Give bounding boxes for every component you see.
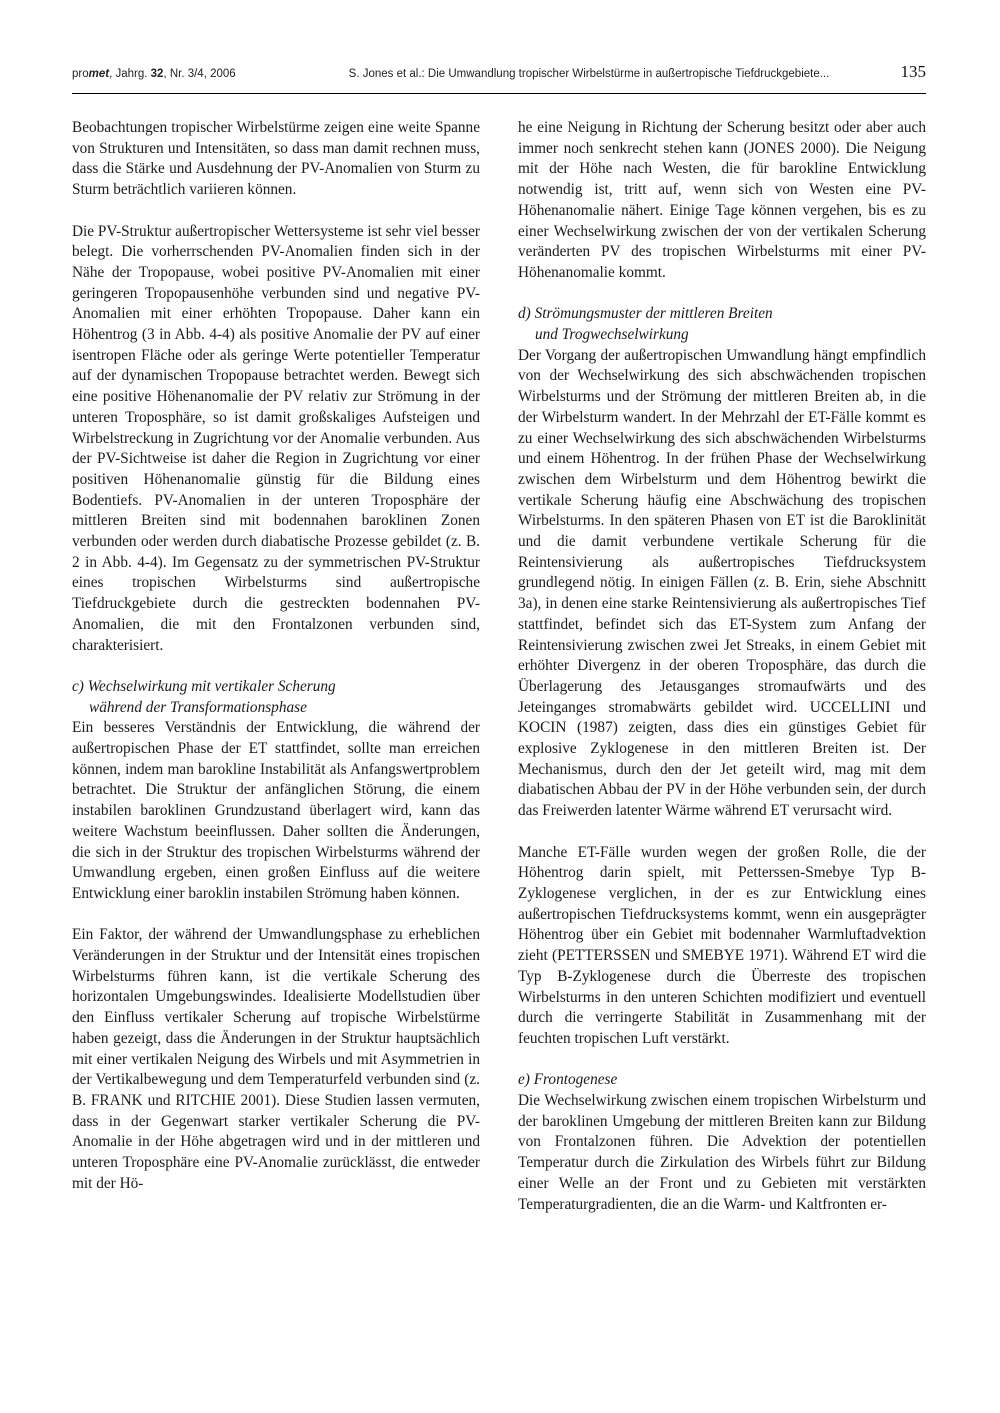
article-body [72,118,926,1215]
journal-name-bold: met [88,68,110,80]
heading-line-2: und Trogwechselwirkung [535,326,689,344]
heading-line-1: d) Strömungsmuster der mittleren Breiten [518,305,773,323]
paragraph: Beobachtungen tropischer Wirbelstürme zeigen eine weite Spanne von Strukturen und Intensitäten, so dass man damit rechnen muss, dass die Stärke und Ausdehnung der PV-Anomalien von Sturm zu Sturm beträchtlich variieren können. [72,119,480,199]
paragraph: Die Wechselwirkung zwischen einem tropischen Wirbelsturm und der baroklinen Umgebung der mittleren Breiten kann zur Bildung von Frontalzonen führen. Die Advektion der potentiellen Temperatur durch die Zirkulation des Wirbels führt zur Bildung einer Welle an der Front und zu Gebieten mit verstärkten Temperaturgradienten, die an die Warm- und Kaltfronten er- [518,1092,926,1213]
page-header [72,62,926,82]
running-title: S. Jones et al.: Die Umwandlung tropischer Wirbelstürme in außertropische Tiefdruckgebiete... [348,68,830,80]
journal-name-pre: pro [72,68,89,80]
right-column [518,118,926,1215]
journal-volume: 32 [150,68,164,80]
journal-issue-rest: , Nr. 3/4, 2006 [163,68,236,80]
journal-issue-sep: , Jahrg. [109,68,151,80]
left-column [72,118,480,1215]
section-heading-c [72,677,480,718]
header-rule [72,93,926,94]
heading-line-1: e) Frontogenese [518,1071,618,1089]
heading-line-1: c) Wechselwirkung mit vertikaler Scherung [72,677,336,695]
paragraph: Ein besseres Verständnis der Entwicklung, die während der außertropischen Phase der ET stattfindet, sollte man erreichen können, indem man barokline Instabilität als Anfangswertproblem betrachtet. Die Struktur der anfänglichen Störung, die einem instabilen baroklinen Grundzustand überlagert wird, kann das weitere Wachstum beeinflussen. Daher sollten die Änderungen, die sich in der Struktur des tropischen Wirbelsturms während der Umwandlung ergeben, einen großen Einfluss auf die weitere Entwicklung einer baroklin instabilen Strömung haben können. [72,719,480,902]
paragraph: Die PV-Struktur außertropischer Wettersysteme ist sehr viel besser belegt. Die vorherrschenden PV-Anomalien finden sich in der Nähe der Tropopause, wobei positive PV-Anomalien mit einer geringeren Tropopausenhöhe verbunden sind und negative PV-Anomalien mit einer erhöhten Tropopause. Daher kann ein Höhentrog (3 in Abb. 4-4) als positive Anomalie der PV auf einer isentropen Fläche oder als geringe Werte potentieller Temperatur auf der dynamischen Tropopause betrachtet werden. Bewegt sich eine positive Höhenanomalie der PV relativ zur Strömung in der unteren Troposphäre, so ist damit großskaliges Aufsteigen und Wirbelstreckung in Zugrichtung vor der Anomalie verbunden. Aus der PV-Sichtweise ist daher die Region in Zugrichtung vor einer positiven Höhenanomalie günstig für die Bildung eines Bodentiefs. PV-Anomalien in der unteren Troposphäre der mittleren Breiten sind mit bodennahen baroklinen Zonen verbunden oder werden durch diabatische Prozesse gebildet (z. B. 2 in Abb. 4-4). Im Gegensatz zu der symmetrischen PV-Struktur eines tropischen Wirbelsturms sind außertropische Tiefdruckgebiete durch die gestreckten bodennahen PV-Anomalien, die mit den Frontalzonen verbunden sind, charakterisiert. [72,222,480,654]
section-heading-d [518,304,926,345]
journal-citation [72,68,322,80]
page-number: 135 [900,62,926,81]
paragraph: Ein Faktor, der während der Umwandlungsphase zu erheblichen Veränderungen in der Struktur und der Intensität eines tropischen Wirbelsturms führen kann, ist die vertikale Scherung des horizontalen Umgebungswindes. Idealisierte Modellstudien über den Einfluss vertikaler Scherung auf tropische Wirbelstürme haben gezeigt, dass die Änderungen in der Struktur hauptsächlich mit einer vertikalen Neigung des Wirbels und mit Asymmetrien in der Vertikalbewegung und dem Temperaturfeld verbunden sind (z. B. FRANK und RITCHIE 2001). Diese Studien lassen vermuten, dass in der Gegenwart starker vertikaler Scherung die PV-Anomalie in der Höhe abgetragen wird und in der mittleren und unteren Troposphäre eine PV-Anomalie zurücklässt, die entweder mit der Hö- [72,926,480,1192]
paragraph: he eine Neigung in Richtung der Scherung besitzt oder aber auch immer noch senkrecht stehen kann (JONES 2000). Die Neigung mit der Höhe nach Westen, die für barokline Entwicklung notwendig ist, tritt auf, wenn sich von Westen eine PV-Höhenanomalie nähert. Einige Tage können vergehen, bis es zu einer Wechselwirkung zwischen der von der vertikalen Scherung veränderten PV des tropischen Wirbelsturms mit einer PV-Höhenanomalie kommt. [518,119,926,281]
paragraph: Der Vorgang der außertropischen Umwandlung hängt empfindlich von der Wechselwirkung des sich abschwächenden tropischen Wirbelsturms und der Strömung der mittleren Breiten ab, in die der Wirbelsturm wandert. In der Mehrzahl der ET-Fälle kommt es zu einer Wechselwirkung des sich abschwächenden Wirbelsturms und einem Höhentrog. In der frühen Phase der Wechselwirkung zwischen dem Wirbelsturm und dem Höhentrog bewirkt die vertikale Scherung häufig eine Abschwächung des tropischen Wirbelsturms. In den späteren Phasen von ET ist die Baroklinität und die damit verbundene vertikale Scherung für die Reintensivierung als außertropisches Tiefdrucksystem grundlegend nötig. In einigen Fällen (z. B. Erin, siehe Abschnitt 3a), in denen eine starke Reintensivierung als außertropisches Tief stattfindet, befindet sich das ET-System zum Anfang der Reintensivierung zwischen zwei Jet Streaks, in einem Gebiet mit erhöhter Divergenz in der oberen Troposphäre, das durch die Überlagerung des Jetausganges stromaufwärts und des Jeteinganges stromabwärts gebildet wird. UCCELLINI und KOCIN (1987) zeigten, dass dies ein günstiges Gebiet für explosive Zyklogenese in den mittleren Breiten ist. Der Mechanismus, durch den der Jet geteilt wird, mag mit dem diabatischen Abbau der PV in der Höhe verbunden sein, der durch das Freiwerden latenter Wärme während ET verursacht wird. [518,346,926,820]
section-heading-e [518,1070,926,1091]
paragraph: Manche ET-Fälle wurden wegen der großen Rolle, die der Höhentrog darin spielt, mit Petterssen-Smebye Typ B-Zyklogenese verglichen, in der es zur Entwicklung eines außertropischen Tiefdrucksystems kommt, wenn ein ausgeprägter Höhentrog über ein Gebiet mit bodennaher Warmluftadvektion zieht (PETTERSSEN und SMEBYE 1971). Während ET wird die Typ B-Zyklogenese durch die Überreste des tropischen Wirbelsturms in den unteren Schichten modifiziert und eventuell durch die verringerte Stabilität in Zusammenhang mit der feuchten tropischen Luft verstärkt. [518,843,926,1047]
heading-line-2: während der Transformationsphase [89,698,307,716]
